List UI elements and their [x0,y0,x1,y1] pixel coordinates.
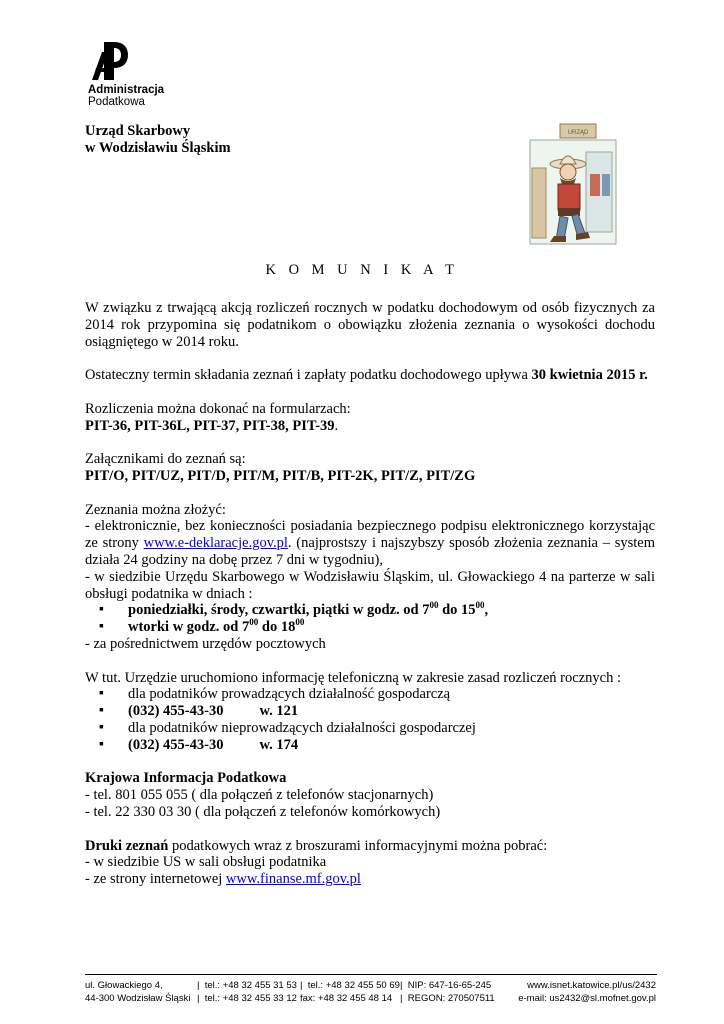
phone-number-item: ▪ (032) 455-43-30 w. 174 [85,737,655,754]
submission-label: Zeznania można złożyć: [85,501,226,518]
downloads-intro: Druki zeznań podatkowych wraz z broszurami informacyjnymi można pobrać: [85,837,548,854]
kip-title: Krajowa Informacja Podatkowa [85,770,287,787]
logo-wordmark [88,84,164,108]
footer-website[interactable]: www.isnet.katowice.pl/us/2432 [527,980,656,991]
e-deklaracje-link[interactable]: www.e-deklaracje.gov.pl [143,535,288,552]
submission-section [85,502,655,653]
footer-ids: | NIP: 647-16-65-245 | REGON: 270507511 [400,980,495,1004]
forms-end: . [334,417,339,434]
attachments-label: Załącznikami do zeznań są: [85,451,246,468]
deadline-paragraph [85,367,655,384]
downloads-section [85,838,655,888]
office-option: - w siedzibie Urzędu Skarbowego w Wodzisławiu Śląskim, ul. Głowackiego 4 na parterze w sali obsługi podatnika w dniach : [85,568,655,602]
office-hours-list [85,602,655,636]
office-line-2: w Wodzisławiu Śląskim [85,140,231,156]
announcement-body [85,300,655,888]
phone-group-label: ▪ dla podatników nieprowadzących działalności gospodarczej [85,720,655,737]
downloads-web: - ze strony internetowej www.finanse.mf.gov.pl [85,871,361,888]
post-option: - za pośrednictwem urzędów pocztowych [85,635,326,652]
electronic-note: . (najprostszy i najszybszy sposób złożenia zeznania – system działa 24 godziny na dobę przez 7 dni w tygodniu), [85,535,656,568]
electronic-text: - elektronicznie, bez konieczności posiadania bezpiecznego podpisu elektronicznego korzystając ze strony [85,518,655,552]
downloads-office: - w siedzibie US w sali obsługi podatnika [85,854,327,871]
intro-paragraph: W związku z trwającą akcją rozliczeń rocznych w podatku dochodowym od osób fizycznych za 2014 rok przypomina się podatnikom o obowiązku złożenia zeznania o wysokości dochodu osiągniętego w 2014 roku. [85,300,655,350]
forms-list: PIT-36, PIT-36L, PIT-37, PIT-38, PIT-39 [85,417,335,434]
office-line-1: Urząd Skarbowy [85,123,191,139]
phone-number-item: ▪ (032) 455-43-30 w. 121 [85,703,655,720]
finanse-link[interactable]: www.finanse.mf.gov.pl [225,871,361,888]
kip-landline: - tel. 801 055 055 ( dla połączeń z telefonów stacjonarnych) [85,787,434,804]
forms-section [85,401,655,435]
footer-contact [518,980,656,1005]
forms-label: Rozliczenia można dokonać na formularzach: [85,400,351,417]
logo-line-1: Administracja [88,84,165,96]
deadline-text: Ostateczny termin składania zeznań i zapłaty podatku dochodowego upływa [85,367,532,384]
footer-address: ul. Głowackiego 4, 44-300 Wodzisław Śląski [85,980,191,1004]
phone-group-label: ▪ dla podatników prowadzących działalność gospodarczą [85,686,655,703]
footer-phones: | tel.: +48 32 455 31 53 | tel.: +48 32 455 33 12 [197,980,297,1004]
footer-phone-fax: | tel.: +48 32 455 50 69 fax: +48 32 455 48 14 [300,980,400,1004]
kip-mobile: - tel. 22 330 03 30 ( dla połączeń z telefonów komórkowych) [85,803,441,820]
attachments-list: PIT/O, PIT/UZ, PIT/D, PIT/M, PIT/B, PIT-2K, PIT/Z, PIT/ZG [85,467,476,484]
footer-divider [85,974,657,975]
office-name [85,123,231,157]
office-sign-text: URZĄD [567,130,589,136]
deadline-date: 30 kwietnia 2015 r. [531,367,648,384]
attachments-section [85,451,655,485]
announcement-heading: K O M U N I K A T [265,262,459,278]
logo-line-2: Podatkowa [88,96,145,108]
kip-section [85,770,655,820]
phone-info-section [85,670,655,754]
cowboy-illustration [520,118,628,246]
electronic-option [85,518,655,568]
footer-email[interactable]: e-mail: us2432@sl.mofnet.gov.pl [518,992,656,1004]
office-hours-item: ▪ wtorki w godz. od $7^{00}$ do $18^{00}$ [85,619,655,636]
office-hours-item: ▪ poniedziałki, środy, czwartki, piątki w godz. od $7^{00}$ do $15^{00}$, [85,602,655,619]
phone-intro: W tut. Urzędzie uruchomiono informację telefoniczną w zakresie zasad rozliczeń rocznych : [85,669,621,686]
phone-list [85,686,655,753]
